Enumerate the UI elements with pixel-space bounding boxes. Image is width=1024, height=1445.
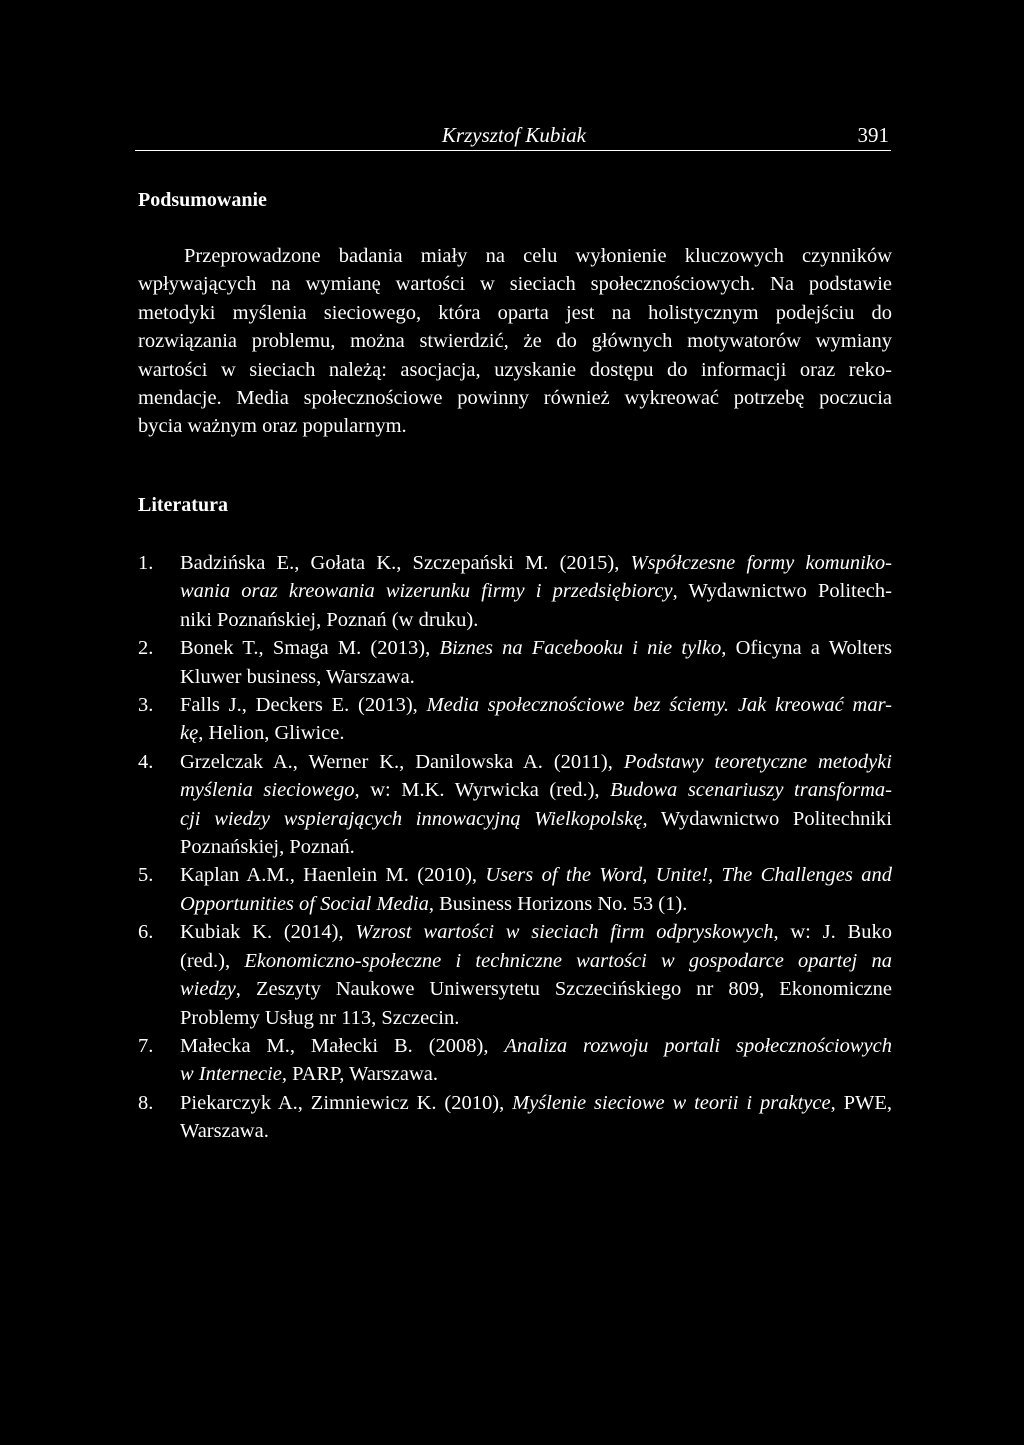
reference-title-text: Współczesne formy komuniko- xyxy=(630,552,892,574)
reference-text: Problemy Usług nr 113, Szczecin. xyxy=(180,1006,460,1029)
reference-item xyxy=(138,861,892,918)
reference-text: , Wydawnictwo Politechniki xyxy=(642,807,892,830)
reference-text: Kluwer business, Warszawa. xyxy=(180,665,415,688)
reference-line xyxy=(180,833,892,861)
reference-title-text: w Internecie, xyxy=(180,1063,288,1086)
reference-text: , Zeszyty Naukowe Uniwersytetu Szczecińskiego nr 809, Ekonomiczne xyxy=(235,978,892,1001)
reference-line xyxy=(180,805,892,833)
reference-title-text: Budowa scenariuszy transforma- xyxy=(610,779,892,802)
reference-number: 3. xyxy=(138,694,154,717)
reference-title-text: Media społecznościowe bez ściemy. Jak kreować mar- xyxy=(426,694,892,717)
reference-text: Kaplan A.M., Haenlein M. (2010), xyxy=(180,864,486,887)
reference-text: Poznańskiej, Poznań. xyxy=(180,836,355,859)
paragraph-line: wpływających na wymianę wartości w sieciach społecznościowych. Na podstawie xyxy=(138,273,892,296)
reference-text: Badzińska E., Gołata K., Szczepański M. (2015), xyxy=(180,552,631,574)
reference-line xyxy=(180,1004,892,1032)
reference-line xyxy=(180,719,892,747)
reference-title-text: myślenia sieciowego xyxy=(180,779,355,802)
reference-text: PARP, Warszawa. xyxy=(287,1063,438,1086)
reference-item xyxy=(138,748,892,862)
reference-title-text: Opportunities of Social Media xyxy=(180,892,429,915)
reference-title-text: Podstawy teoretyczne metodyki xyxy=(623,750,893,773)
paragraph-line: Przeprowadzone badania miały na celu wyłonienie kluczowych czynników xyxy=(184,245,892,267)
reference-title-text: wiedzy xyxy=(180,978,236,1001)
reference-title-text: Analiza rozwoju portali społecznościowych xyxy=(504,1034,892,1057)
summary-paragraph xyxy=(138,242,892,441)
reference-line xyxy=(180,577,892,605)
reference-text: , w: M.K. Wyrwicka (red.), xyxy=(354,779,611,802)
reference-line xyxy=(180,918,892,946)
reference-line xyxy=(180,975,892,1003)
reference-text: Bonek T., Smaga M. (2013), xyxy=(180,637,440,660)
reference-line xyxy=(180,890,892,918)
reference-number: 2. xyxy=(138,637,154,660)
reference-line xyxy=(180,691,892,719)
reference-line xyxy=(180,634,892,662)
reference-text: , Wydawnictwo Politech- xyxy=(672,580,892,603)
reference-line xyxy=(180,663,892,691)
reference-text: (red.), xyxy=(180,949,245,972)
reference-number: 8. xyxy=(138,1091,154,1114)
reference-text: , Business Horizons No. 53 (1). xyxy=(428,892,688,915)
reference-text: Kubiak K. (2014), xyxy=(180,921,356,944)
reference-item xyxy=(138,634,892,691)
reference-number: 4. xyxy=(138,750,154,773)
reference-title-text: Ekonomiczno-społeczne i techniczne wartości w gospodarce opartej na xyxy=(244,949,892,972)
reference-title-text: kę xyxy=(180,722,199,745)
reference-text: , Oficyna a Wolters xyxy=(721,637,893,660)
reference-line xyxy=(180,1089,892,1117)
section-heading-literature: Literatura xyxy=(138,494,228,516)
reference-line xyxy=(180,1117,892,1145)
reference-title-text: Myślenie sieciowe w teorii i praktyce xyxy=(512,1091,831,1114)
reference-title-text: Users of the Word, Unite!, The Challenges and xyxy=(485,864,892,887)
reference-text: , PWE, xyxy=(830,1091,893,1114)
reference-line xyxy=(180,776,892,804)
reference-text: , Helion, Gliwice. xyxy=(198,722,345,745)
paragraph-line: mendacje. Media społecznościowe powinny również wykreować potrzebę poczucia xyxy=(138,387,892,410)
reference-line xyxy=(180,606,892,634)
reference-text: Małecka M., Małecki B. (2008), xyxy=(180,1034,505,1057)
reference-title-text: wania oraz kreowania wizerunku firmy i przedsiębiorcy xyxy=(180,580,673,603)
running-header-author: Krzysztof Kubiak xyxy=(441,123,586,147)
reference-number: 6. xyxy=(138,921,154,944)
reference-line xyxy=(180,748,892,776)
running-header xyxy=(135,122,891,151)
paragraph-line: wartości w sieciach należą: asocjacja, uzyskanie dostępu do informacji oraz reko- xyxy=(138,358,892,381)
reference-number: 5. xyxy=(138,864,154,887)
reference-list xyxy=(138,549,892,1146)
reference-text: , w: J. Buko xyxy=(773,921,892,944)
paragraph-line: rozwiązania problemu, można stwierdzić, że do głównych motywatorów wymiany xyxy=(138,330,892,353)
section-heading-summary: Podsumowanie xyxy=(138,189,267,211)
reference-text: niki Poznańskiej, Poznań (w druku). xyxy=(180,608,479,631)
reference-text: Grzelczak A., Werner K., Danilowska A. (2011), xyxy=(180,750,624,773)
reference-line xyxy=(180,1060,892,1088)
reference-line xyxy=(180,549,892,577)
reference-item xyxy=(138,1032,892,1089)
reference-text: Warszawa. xyxy=(180,1120,269,1143)
reference-title-text: Wzrost wartości w sieciach firm odpryskowych xyxy=(355,921,774,944)
reference-item xyxy=(138,918,892,1032)
page-number: 391 xyxy=(857,123,889,147)
reference-text: Falls J., Deckers E. (2013), xyxy=(180,694,427,717)
reference-item xyxy=(138,1089,892,1146)
reference-line xyxy=(180,1032,892,1060)
paragraph-line: bycia ważnym oraz popularnym. xyxy=(138,415,407,438)
reference-title-text: Biznes na Facebooku i nie tylko xyxy=(439,637,722,660)
reference-line xyxy=(180,947,892,975)
paragraph-line: metodyki myślenia sieciowego, która oparta jest na holistycznym podejściu do xyxy=(138,301,892,324)
reference-item xyxy=(138,549,892,634)
reference-title-text: cji wiedzy wspierających innowacyjną Wielkopolskę xyxy=(180,807,643,830)
reference-line xyxy=(180,861,892,889)
reference-item xyxy=(138,691,892,748)
reference-number: 7. xyxy=(138,1034,154,1057)
reference-text: Piekarczyk A., Zimniewicz K. (2010), xyxy=(180,1091,513,1114)
reference-number: 1. xyxy=(138,552,154,574)
